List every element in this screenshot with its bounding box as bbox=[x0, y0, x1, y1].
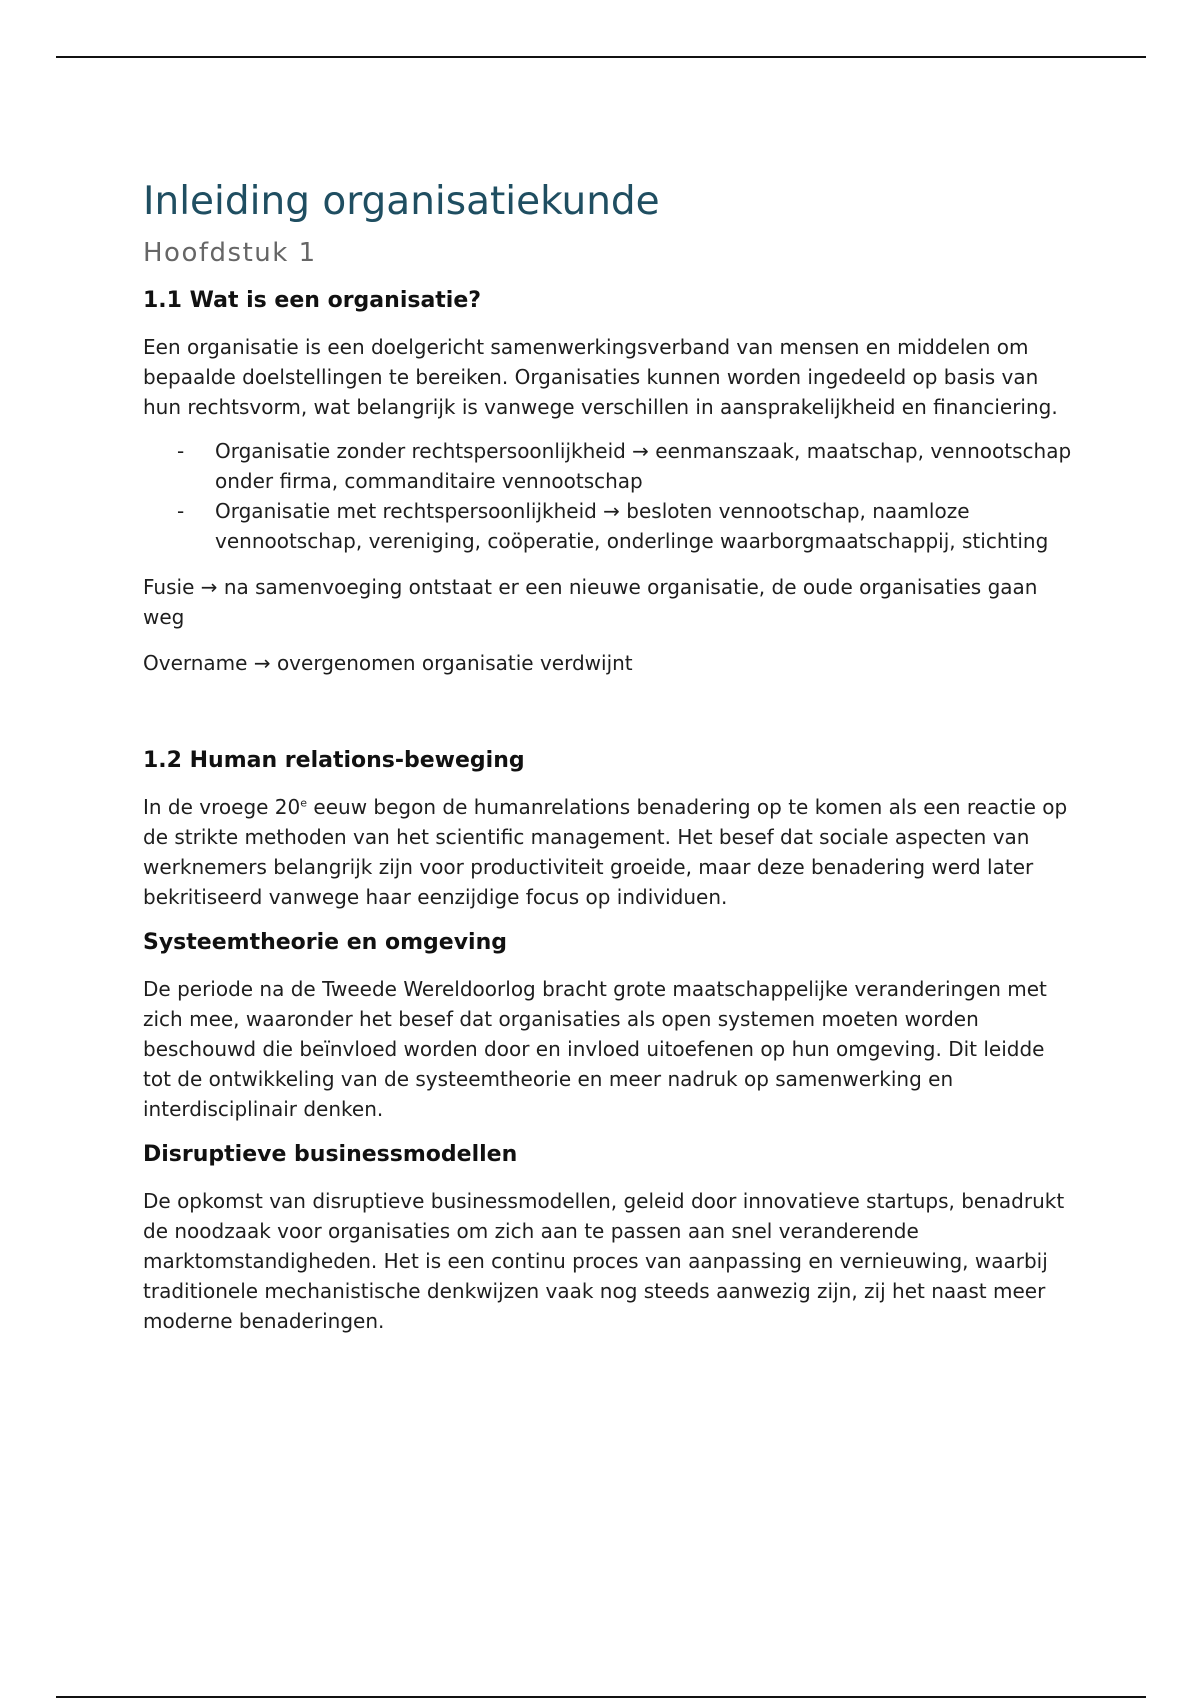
footer-rule bbox=[56, 1696, 1146, 1698]
paragraph: Een organisatie is een doelgericht samenwerkingsverband van mensen en middelen om bepaalde doelstellingen te bereiken. Organisaties kunnen worden ingedeeld op basis van hun rechtsvorm, wat belangrijk is vanwege verschillen in aansprakelijkheid en financiering. bbox=[143, 335, 1058, 419]
document-body bbox=[143, 176, 1073, 1336]
section-heading-1-1: 1.1 Wat is een organisatie? bbox=[143, 288, 482, 313]
paragraph bbox=[143, 792, 1073, 912]
list-item: - Organisatie met rechtspersoonlijkheid → besloten vennootschap, naamloze vennootschap, vereniging, coöperatie, onderlinge waarborgmaatschappij, stichting bbox=[177, 496, 1073, 556]
text-run: In de vroege 20 bbox=[143, 795, 301, 819]
paragraph: De periode na de Tweede Wereldoorlog bracht grote maatschappelijke veranderingen met zich mee, waaronder het besef dat organisaties als open systemen moeten worden beschouwd die beïnvloed worden door en invloed uitoefenen op hun omgeving. Dit leidde tot de ontwikkeling van de systeemtheorie en meer nadruk op samenwerking en interdisciplinair denken. bbox=[143, 977, 1047, 1121]
header-rule bbox=[56, 56, 1146, 58]
text-run: eeuw begon de humanrelations benadering op te komen als een reactie op de strikte methoden van het scientific management. Het besef dat sociale aspecten van werknemers belangrijk zijn voor productiviteit groeide, maar deze benadering werd later bekritiseerd vanwege haar eenzijdige focus op individuen. bbox=[143, 795, 1068, 909]
paragraph: Overname → overgenomen organisatie verdwijnt bbox=[143, 651, 633, 675]
section-heading-1-2: 1.2 Human relations-beweging bbox=[143, 748, 525, 773]
superscript: e bbox=[300, 796, 308, 810]
list-item: - Organisatie zonder rechtspersoonlijkheid → eenmanszaak, maatschap, vennootschap onder firma, commanditaire vennootschap bbox=[177, 436, 1073, 496]
paragraph: Fusie → na samenvoeging ontstaat er een nieuwe organisatie, de oude organisaties gaan weg bbox=[143, 575, 1038, 629]
section-heading-systeemtheorie: Systeemtheorie en omgeving bbox=[143, 930, 507, 955]
paragraph: De opkomst van disruptieve businessmodellen, geleid door innovatieve startups, benadrukt de noodzaak voor organisaties om zich aan te passen aan snel veranderende marktomstandigheden. Het is een continu proces van aanpassing en vernieuwing, waarbij traditionele mechanistische denkwijzen vaak nog steeds aanwezig zijn, zij het naast meer moderne benaderingen. bbox=[143, 1189, 1065, 1333]
document-subtitle: Hoofdstuk 1 bbox=[143, 238, 317, 268]
section-heading-disruptieve: Disruptieve businessmodellen bbox=[143, 1142, 518, 1167]
legal-forms-list bbox=[143, 436, 1073, 556]
document-title: Inleiding organisatiekunde bbox=[143, 179, 660, 224]
